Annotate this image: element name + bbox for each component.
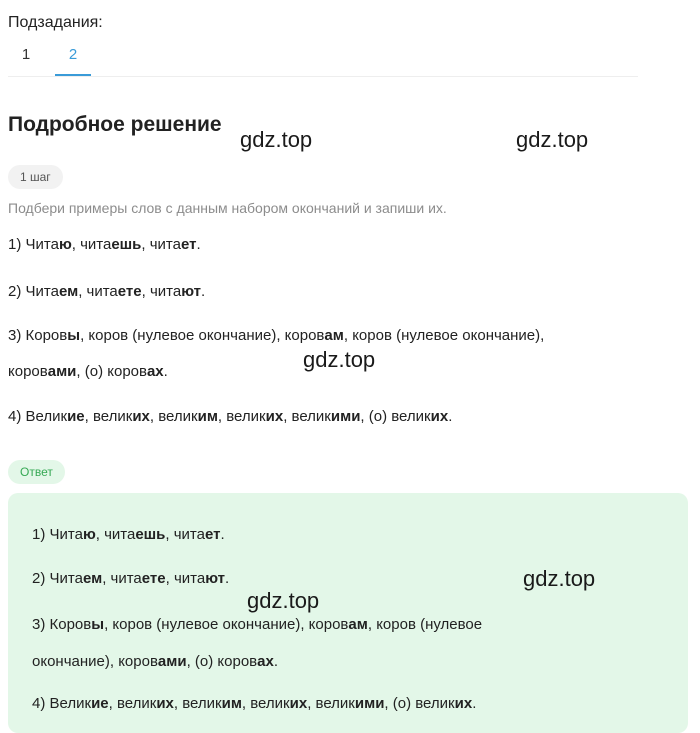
text-segment: окончание), коров (32, 653, 158, 670)
subtasks-title: Подзадания: (8, 14, 103, 31)
word-ending: ем (58, 283, 79, 300)
text-segment: , чита (141, 283, 182, 300)
word-ending: ах (257, 653, 274, 670)
text-segment: , велик (217, 408, 266, 425)
text-segment: , велик (149, 408, 198, 425)
tab-subtask-2[interactable]: 2 (55, 44, 91, 76)
solution-line (8, 277, 205, 307)
text-segment: 4) Велик (32, 695, 92, 712)
text-segment: , велик (307, 695, 355, 712)
solution-title: Подробное решение (8, 113, 222, 136)
word-ending: ие (67, 408, 85, 425)
text-segment: , велик (108, 695, 157, 712)
word-ending: ам (348, 616, 368, 633)
answer-line (32, 689, 476, 719)
word-ending: ю (58, 236, 72, 253)
watermark: gdz.top (516, 127, 589, 152)
word-ending: ы (67, 327, 81, 344)
word-ending: их (430, 408, 449, 425)
subtask-tabs (8, 44, 638, 77)
word-ending: ами (47, 363, 77, 380)
word-ending: им (197, 408, 218, 425)
text-segment: 1) Чита (8, 236, 59, 253)
word-ending: ие (91, 695, 109, 712)
watermark: gdz.top (240, 127, 313, 152)
text-segment: . (220, 526, 225, 543)
word-ending: ете (141, 570, 166, 587)
word-ending: ем (82, 570, 103, 587)
answer-line (32, 610, 482, 640)
text-segment: . (200, 283, 206, 300)
step-hint: Подбери примеры слов с данным набором окончаний и запиши их. (8, 200, 447, 216)
word-ending: их (156, 695, 174, 712)
text-segment: 2) Чита (32, 570, 83, 587)
word-ending: ете (117, 283, 142, 300)
tab-subtask-1[interactable]: 1 (21, 46, 31, 63)
text-segment: , коров (нулевое окончание), (343, 327, 545, 344)
word-ending: их (132, 408, 150, 425)
solution-line (8, 321, 544, 351)
text-segment: , чита (141, 236, 181, 253)
answer-badge: Ответ (8, 460, 65, 484)
text-segment: , чита (165, 570, 206, 587)
word-ending: ими (330, 408, 361, 425)
text-segment: 3) Коров (8, 327, 68, 344)
word-ending: ами (157, 653, 187, 670)
text-segment: , велик (241, 695, 290, 712)
answer-line (32, 647, 278, 677)
text-segment: , чита (165, 526, 205, 543)
word-ending: ют (205, 570, 225, 587)
text-segment: . (163, 363, 168, 380)
word-ending: ет (204, 526, 221, 543)
word-ending: их (289, 695, 308, 712)
text-segment: . (472, 695, 477, 712)
text-segment: , (о) коров (76, 363, 147, 380)
text-segment: , коров (нулевое окончание), коров (80, 327, 325, 344)
text-segment: , чита (71, 236, 112, 253)
text-segment: , велик (173, 695, 222, 712)
word-ending: ют (181, 283, 201, 300)
word-ending: ими (354, 695, 385, 712)
word-ending: ет (180, 236, 197, 253)
text-segment: , чита (78, 283, 118, 300)
word-ending: их (265, 408, 284, 425)
text-segment: , (о) велик (360, 408, 431, 425)
text-segment: коров (8, 363, 48, 380)
text-segment: . (196, 236, 201, 253)
step-badge: 1 шаг (8, 165, 63, 189)
text-segment: . (224, 570, 230, 587)
text-segment: , чита (102, 570, 142, 587)
watermark: gdz.top (523, 566, 596, 591)
text-segment: . (448, 408, 453, 425)
text-segment: , коров (нулевое (367, 616, 483, 633)
text-segment: 1) Чита (32, 526, 83, 543)
solution-line (8, 230, 201, 260)
text-segment: , коров (нулевое окончание), коров (104, 616, 349, 633)
answer-line (32, 564, 229, 594)
word-ending: ю (82, 526, 96, 543)
text-segment: . (273, 653, 279, 670)
answer-box (8, 493, 688, 733)
word-ending: ам (324, 327, 344, 344)
solution-line (8, 357, 168, 387)
text-segment: , чита (95, 526, 136, 543)
text-segment: , велик (84, 408, 133, 425)
word-ending: их (454, 695, 473, 712)
text-segment: 2) Чита (8, 283, 59, 300)
watermark: gdz.top (303, 347, 376, 372)
word-ending: ешь (111, 236, 142, 253)
text-segment: 3) Коров (32, 616, 92, 633)
word-ending: ах (146, 363, 164, 380)
word-ending: им (221, 695, 242, 712)
watermark: gdz.top (247, 588, 320, 613)
text-segment: 4) Велик (8, 408, 68, 425)
solution-line (8, 402, 452, 432)
text-segment: , велик (283, 408, 331, 425)
word-ending: ешь (135, 526, 166, 543)
word-ending: ы (91, 616, 105, 633)
answer-line (32, 520, 225, 550)
text-segment: , (о) велик (384, 695, 455, 712)
text-segment: , (о) коров (186, 653, 258, 670)
